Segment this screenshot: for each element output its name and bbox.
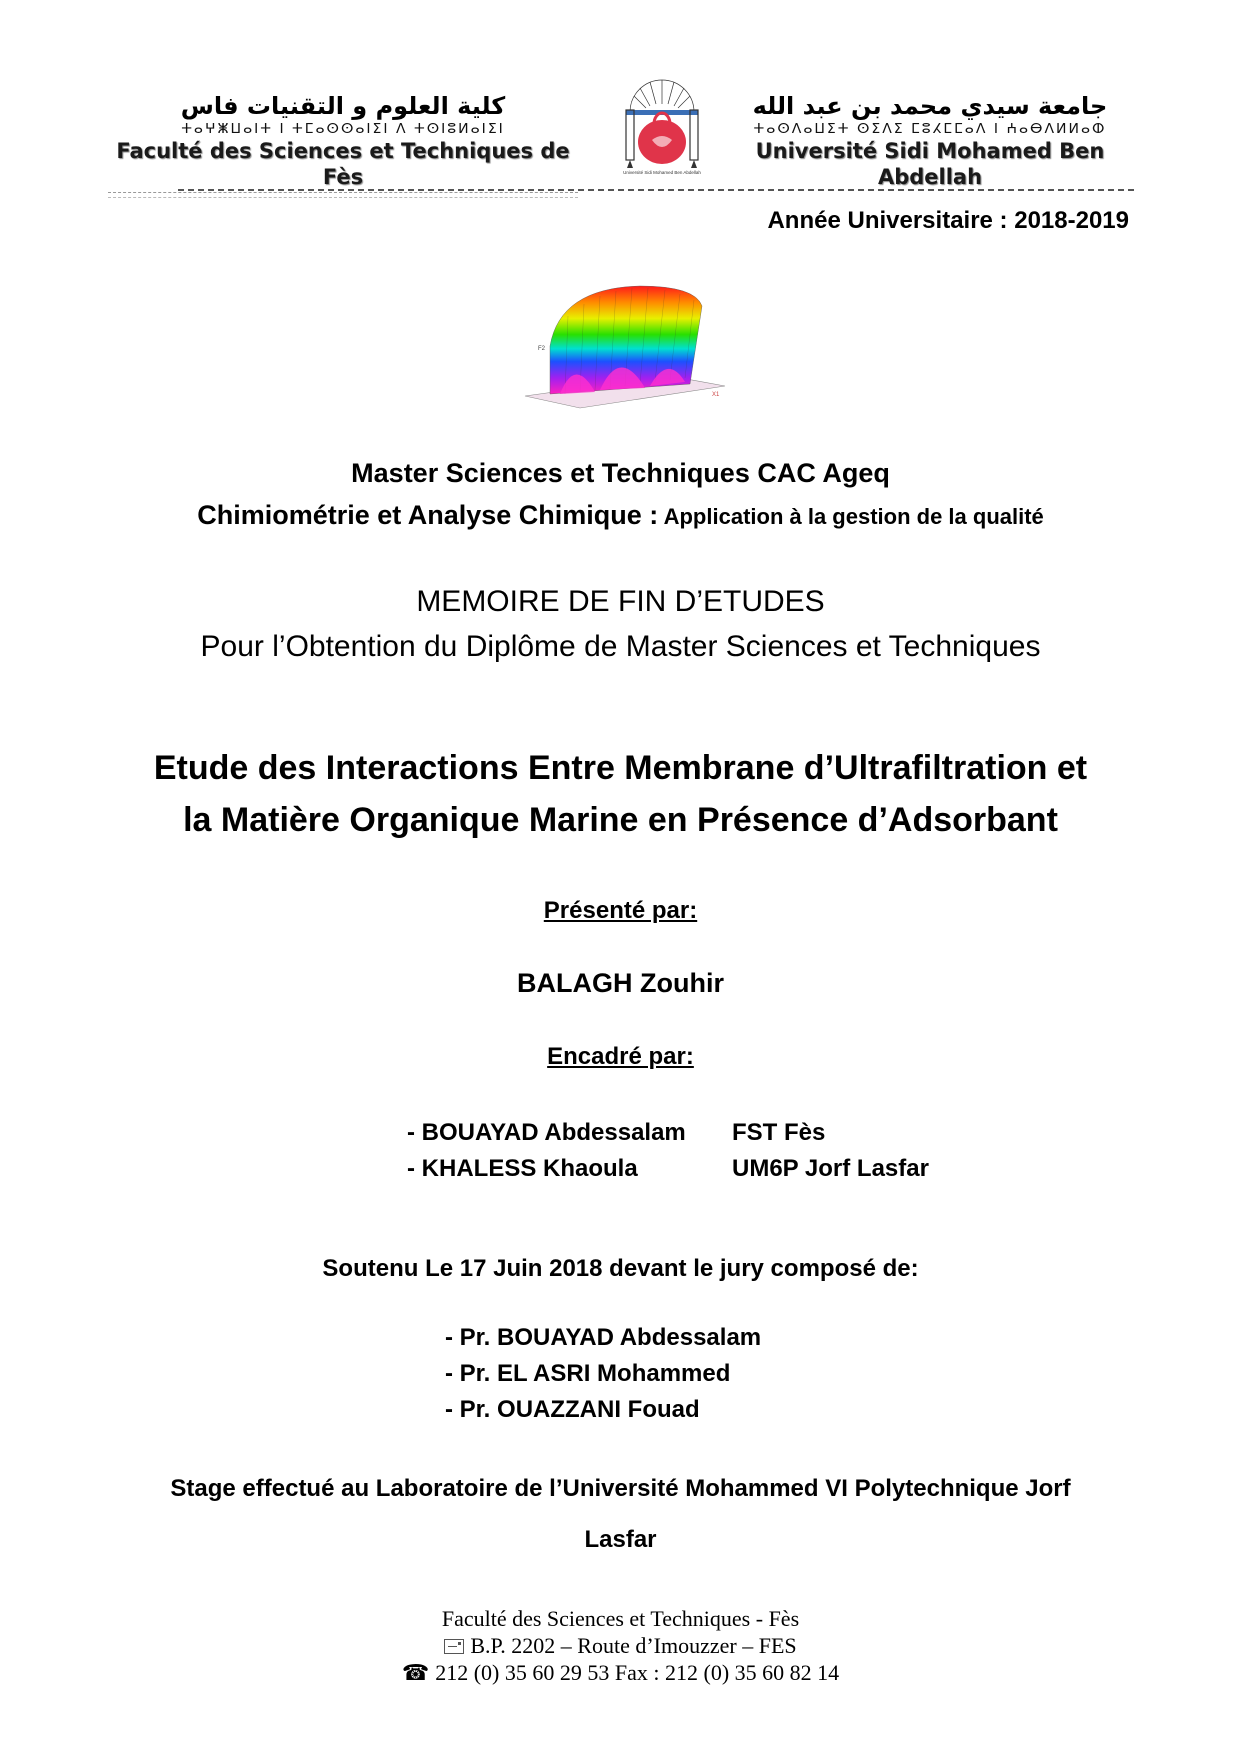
- presented-by-label: Présenté par:: [543, 897, 698, 924]
- memoire-diploma: Pour l’Obtention du Diplôme de Master Sciences et Techniques: [200, 630, 1041, 663]
- faculty-name-arabic: كلية العلوم و التقنيات فاس: [180, 92, 506, 120]
- jury-member: - Pr. OUAZZANI Fouad: [445, 1396, 700, 1423]
- program-subtitle: [0, 500, 1241, 531]
- supervised-by-label: Encadré par:: [547, 1043, 694, 1070]
- jury-member: - Pr. EL ASRI Mohammed: [445, 1360, 731, 1387]
- supervisor-name: - BOUAYAD Abdessalam: [407, 1119, 686, 1146]
- internship-line2: Lasfar: [584, 1526, 657, 1553]
- jury-list: [445, 1320, 761, 1428]
- footer-contact-text: 212 (0) 35 60 29 53 Fax : 212 (0) 35 60 82 14: [435, 1660, 840, 1685]
- footer-institution: Faculté des Sciences et Techniques - Fès: [441, 1606, 800, 1631]
- faculty-name-tifinagh: ⵜⴰⵖⵥⵡⴰⵏⵜ ⵏ ⵜⵎⴰⵙⵙⴰⵏⵉⵏ ⴷ ⵜⵙⵏⵓⵍⴰⵏⵉⵏ: [181, 121, 505, 137]
- university-logo: [612, 64, 712, 182]
- footer-address-text: B.P. 2202 – Route d’Imouzzer – FES: [470, 1633, 797, 1658]
- student-name: BALAGH Zouhir: [517, 968, 724, 998]
- defense-date: Soutenu Le 17 Juin 2018 devant le jury composé de:: [322, 1255, 919, 1282]
- mail-icon: [444, 1639, 464, 1654]
- internship-line1: Stage effectué au Laboratoire de l’Université Mohammed VI Polytechnique Jorf: [170, 1475, 1071, 1502]
- surface-plot-image: [520, 276, 730, 411]
- university-header: [730, 92, 1130, 190]
- faculty-name-french: Faculté des Sciences et Techniques de Fès: [116, 139, 570, 189]
- faculty-underline: [108, 192, 578, 198]
- thesis-title-line1: Etude des Interactions Entre Membrane d’Ultrafiltration et: [153, 749, 1088, 787]
- program-title: Master Sciences et Techniques CAC Ageq: [351, 458, 890, 488]
- footer-contact: [0, 1659, 1241, 1686]
- supervisor-row: [407, 1151, 929, 1187]
- academic-year: Année Universitaire : 2018-2019: [767, 207, 1129, 234]
- supervisor-name: - KHALESS Khaoula: [407, 1155, 638, 1182]
- university-name-french: Université Sidi Mohamed Ben Abdellah: [755, 139, 1105, 189]
- supervisor-row: [407, 1115, 929, 1151]
- university-name-arabic: جامعة سيدي محمد بن عبد الله: [752, 92, 1108, 120]
- logo-caption: Université Sidi Mohamed Ben Abdellah: [623, 170, 701, 175]
- university-name-tifinagh: ⵜⴰⵙⴷⴰⵡⵉⵜ ⵙⵉⴷⵉ ⵎⵓⵃⵎⵎⴰⴷ ⵏ ⵄⴰⴱⴷⵍⵍⴰⵀ: [753, 121, 1107, 137]
- thesis-title-line2: la Matière Organique Marine en Présence d’Adsorbant: [183, 801, 1058, 839]
- program-subtitle-main: Chimiométrie et Analyse Chimique :: [197, 500, 659, 530]
- supervisor-affiliation: UM6P Jorf Lasfar: [732, 1155, 929, 1182]
- program-subtitle-rest: Application à la gestion de la qualité: [658, 504, 1044, 529]
- axis-label-x1: X1: [712, 392, 720, 398]
- footer-address: [0, 1632, 1241, 1659]
- jury-member: - Pr. BOUAYAD Abdessalam: [445, 1324, 762, 1351]
- phone-icon: ☎: [401, 1660, 430, 1685]
- memoire-heading: MEMOIRE DE FIN D’ETUDES: [416, 585, 825, 618]
- supervisor-affiliation: FST Fès: [732, 1119, 826, 1146]
- supervisors-list: [407, 1115, 929, 1187]
- faculty-header: [108, 92, 578, 198]
- axis-label-f2: F2: [538, 346, 546, 352]
- header-separator: [178, 189, 1134, 191]
